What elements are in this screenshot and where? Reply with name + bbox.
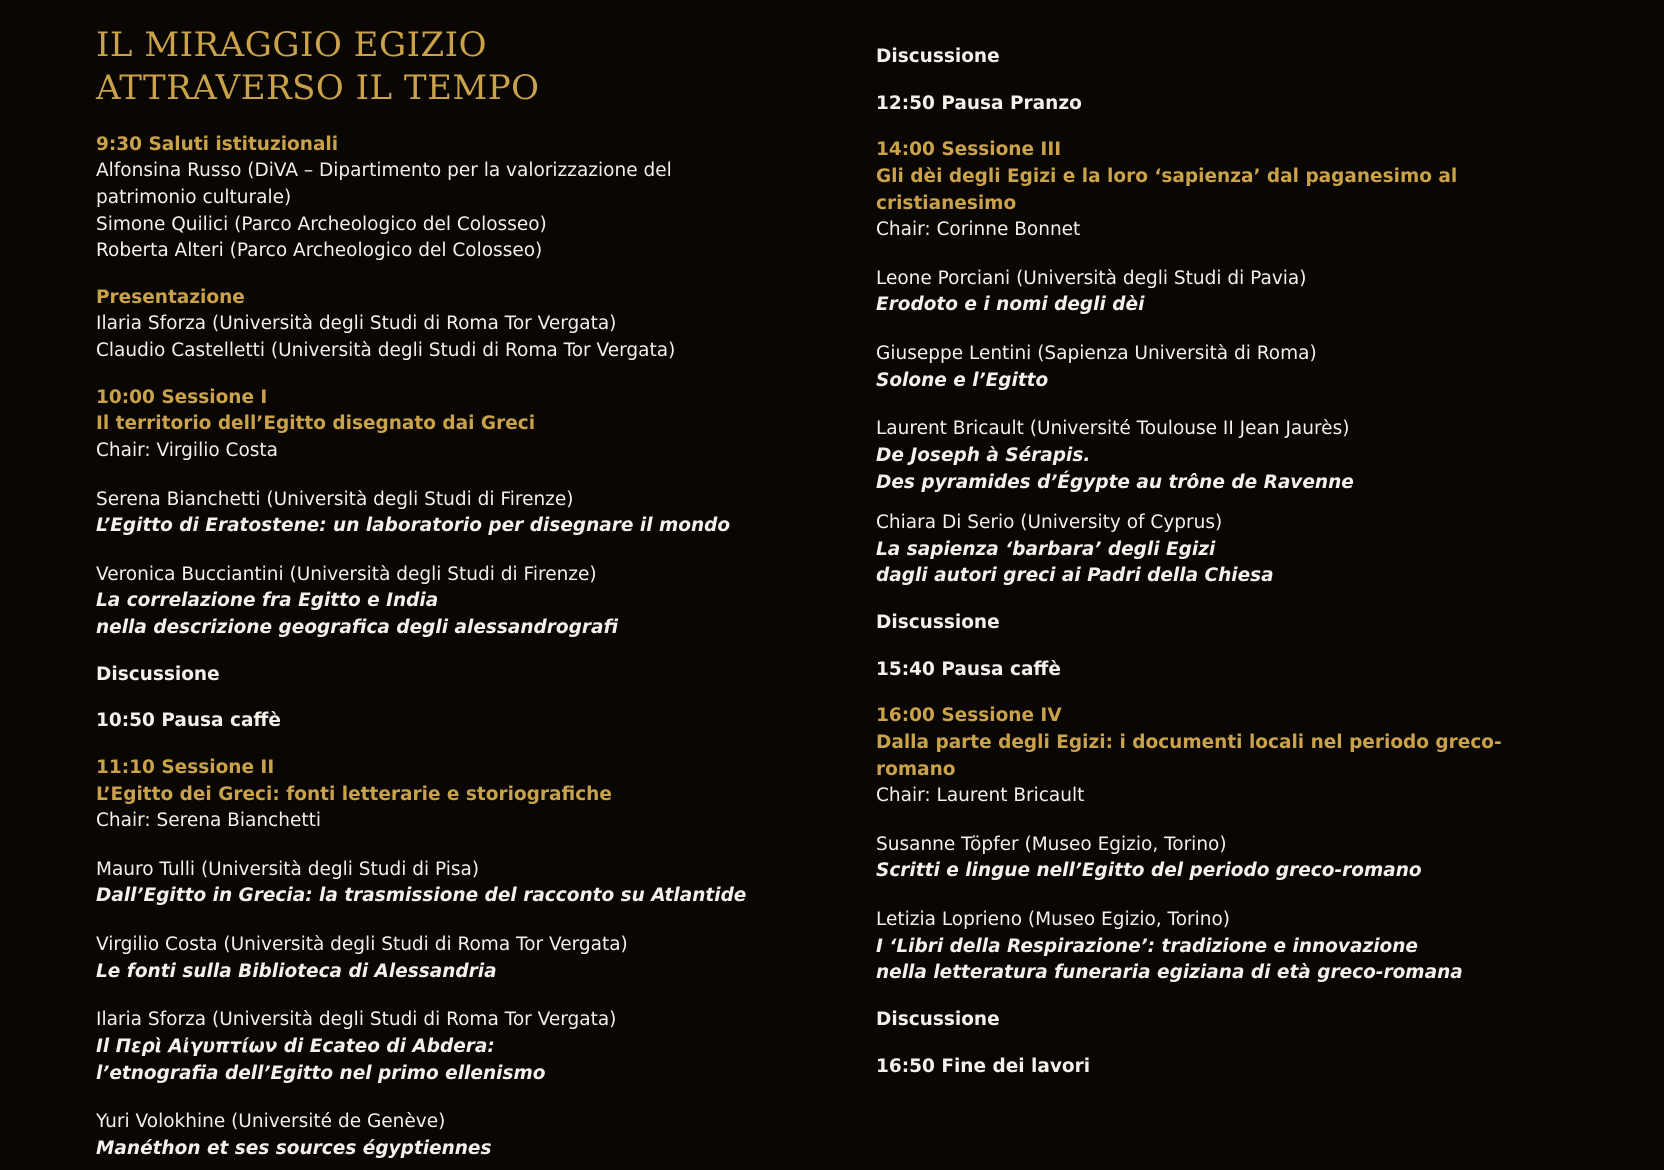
talk-speaker: Susanne Töpfer (Museo Egizio, Torino) bbox=[876, 833, 1227, 855]
talk-item bbox=[876, 510, 1576, 590]
discussione-4-block bbox=[876, 1007, 1576, 1034]
talk-item bbox=[876, 416, 1576, 496]
saluti-heading: 9:30 Saluti istituzionali bbox=[96, 133, 339, 155]
fine-lavori-label: 16:50 Fine dei lavori bbox=[876, 1055, 1091, 1077]
talk-speaker: Ilaria Sforza (Università degli Studi di Roma Tor Vergata) bbox=[96, 1009, 617, 1031]
talk-speaker: Laurent Bricault (Université Toulouse II Jean Jaurès) bbox=[876, 418, 1350, 440]
talk-paper: Erodoto e i nomi degli dèi bbox=[876, 294, 1145, 316]
talk-paper: Solone e l’Egitto bbox=[876, 369, 1049, 391]
talk-speaker: Giuseppe Lentini (Sapienza Università di Roma) bbox=[876, 343, 1317, 364]
talk-speaker: Serena Bianchetti (Università degli Studi di Firenze) bbox=[96, 488, 574, 510]
presentazione-heading: Presentazione bbox=[96, 286, 245, 308]
sessione-1-time: 10:00 Sessione I bbox=[96, 386, 268, 408]
sessione-3-chair: Chair: Corinne Bonnet bbox=[876, 219, 1081, 241]
presentazione-line: Claudio Castelletti (Università degli Studi di Roma Tor Vergata) bbox=[96, 340, 676, 362]
sessione-2-time: 11:10 Sessione II bbox=[96, 756, 275, 778]
talk-paper: nella descrizione geografica degli alessandrografi bbox=[96, 617, 619, 639]
discussione-label: Discussione bbox=[876, 1008, 1000, 1030]
sessione-3-time: 14:00 Sessione III bbox=[876, 139, 1062, 161]
presentazione-line: Ilaria Sforza (Università degli Studi di Roma Tor Vergata) bbox=[96, 313, 617, 335]
talk-paper: La sapienza ‘barbara’ degli Egizi bbox=[876, 538, 1216, 560]
talk-item bbox=[96, 857, 796, 910]
fine-lavori-block bbox=[876, 1054, 1576, 1081]
pausa-caffe-label: 15:40 Pausa caffè bbox=[876, 658, 1061, 680]
talk-paper: dagli autori greci ai Padri della Chiesa bbox=[876, 565, 1274, 587]
talk-item bbox=[96, 1109, 796, 1162]
presentazione-block bbox=[96, 285, 796, 365]
right-column bbox=[876, 24, 1576, 1170]
talk-paper: Des pyramides d’Égypte au trône de Ravenne bbox=[876, 471, 1354, 493]
saluti-block bbox=[96, 132, 796, 265]
talk-item bbox=[876, 907, 1576, 987]
talk-speaker: Chiara Di Serio (University of Cyprus) bbox=[876, 512, 1223, 534]
pausa-caffe-2-block bbox=[876, 657, 1576, 684]
sessione-3-title: Gli dèi degli Egizi e la loro ‘sapienza’ dal paganesimo al cristianesimo bbox=[876, 165, 1458, 214]
discussione-label: Discussione bbox=[876, 46, 1000, 67]
sessione-1-title: Il territorio dell’Egitto disegnato dai Greci bbox=[96, 413, 536, 435]
pausa-pranzo-label: 12:50 Pausa Pranzo bbox=[876, 92, 1082, 114]
title-line-1: IL MIRAGGIO EGIZIO bbox=[96, 25, 487, 65]
talk-speaker: Letizia Loprieno (Museo Egizio, Torino) bbox=[876, 909, 1231, 930]
sessione-4-title: Dalla parte degli Egizi: i documenti locali nel periodo greco-romano bbox=[876, 731, 1502, 780]
sessione-2-chair: Chair: Serena Bianchetti bbox=[96, 810, 321, 832]
talk-paper: nella letteratura funeraria egiziana di età greco-romana bbox=[876, 962, 1463, 984]
saluti-line: Alfonsina Russo (DiVA – Dipartimento per la valorizzazione del bbox=[96, 160, 672, 182]
saluti-line: patrimonio culturale) bbox=[96, 186, 292, 208]
talk-paper: L’Egitto di Eratostene: un laboratorio per disegnare il mondo bbox=[96, 515, 731, 537]
talk-paper: La correlazione fra Egitto e India bbox=[96, 590, 439, 612]
talk-paper: Scritti e lingue nell’Egitto del periodo greco-romano bbox=[876, 860, 1422, 882]
talk-speaker: Veronica Bucciantini (Università degli Studi di Firenze) bbox=[96, 563, 597, 585]
talk-speaker: Virgilio Costa (Università degli Studi di Roma Tor Vergata) bbox=[96, 934, 628, 956]
sessione-4-chair: Chair: Laurent Bricault bbox=[876, 785, 1085, 807]
talk-paper: De Joseph à Sérapis. bbox=[876, 444, 1091, 466]
saluti-line: Simone Quilici (Parco Archeologico del Colosseo) bbox=[96, 213, 547, 235]
sessione-2-title: L’Egitto dei Greci: fonti letterarie e storiografiche bbox=[96, 783, 612, 805]
talk-speaker: Mauro Tulli (Università degli Studi di Pisa) bbox=[96, 858, 480, 880]
discussione-1-block bbox=[96, 662, 796, 689]
saluti-line: Roberta Alteri (Parco Archeologico del Colosseo) bbox=[96, 240, 543, 262]
talk-paper: I ‘Libri della Respirazione’: tradizione e innovazione bbox=[876, 935, 1418, 957]
sessione-1-block bbox=[96, 385, 796, 642]
left-column bbox=[96, 24, 796, 1170]
talk-item bbox=[96, 487, 796, 540]
talk-item bbox=[876, 341, 1576, 394]
talk-paper: Manéthon et ses sources égyptiennes bbox=[96, 1137, 492, 1159]
talk-paper: Le fonti sulla Biblioteca di Alessandria bbox=[96, 960, 497, 982]
title-line-2: ATTRAVERSO IL TEMPO bbox=[96, 67, 540, 108]
discussione-label: Discussione bbox=[876, 612, 1000, 633]
sessione-2-block bbox=[96, 755, 796, 1163]
pausa-caffe-1-block bbox=[96, 708, 796, 735]
pausa-pranzo-block bbox=[876, 91, 1576, 118]
talk-item bbox=[876, 832, 1576, 885]
talk-speaker: Leone Porciani (Università degli Studi di Pavia) bbox=[876, 267, 1307, 289]
sessione-1-chair: Chair: Virgilio Costa bbox=[96, 439, 279, 461]
talk-item bbox=[96, 1007, 796, 1087]
talk-paper: l’etnografia dell’Egitto nel primo ellenismo bbox=[96, 1062, 546, 1084]
talk-item bbox=[96, 932, 796, 985]
sessione-4-block bbox=[876, 703, 1576, 987]
page-title bbox=[96, 24, 796, 110]
sessione-3-block bbox=[876, 137, 1576, 590]
discussione-2-block bbox=[876, 44, 1576, 71]
discussione-3-block bbox=[876, 610, 1576, 637]
talk-item bbox=[96, 562, 796, 642]
talk-speaker: Yuri Volokhine (Université de Genève) bbox=[96, 1111, 446, 1133]
talk-item bbox=[876, 266, 1576, 319]
discussione-label: Discussione bbox=[96, 663, 220, 685]
talk-paper: Dall’Egitto in Grecia: la trasmissione del racconto su Atlantide bbox=[96, 885, 747, 907]
talk-paper: Il Περὶ Αἰγυπτίων di Ecateo di Abdera: bbox=[96, 1035, 495, 1057]
pausa-caffe-label: 10:50 Pausa caffè bbox=[96, 710, 281, 732]
sessione-4-time: 16:00 Sessione IV bbox=[876, 705, 1062, 727]
